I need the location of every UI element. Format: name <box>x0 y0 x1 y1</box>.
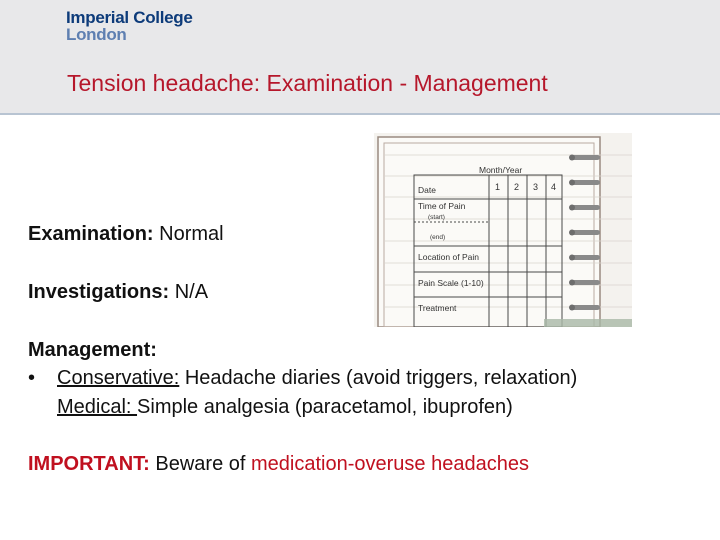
diary-day-2: 2 <box>514 182 520 192</box>
conservative-value: Headache diaries (avoid triggers, relaxation) <box>179 367 578 389</box>
examination-line <box>28 223 224 246</box>
conservative-label: Conservative: <box>57 367 180 389</box>
diary-month-year: Month/Year <box>479 165 523 175</box>
slide-title: Tension headache: Examination - Management <box>67 70 548 96</box>
important-highlight: medication-overuse headaches <box>251 453 529 475</box>
logo-line-1: Imperial College <box>66 8 193 27</box>
investigations-value: N/A <box>169 281 209 303</box>
diary-day-4: 4 <box>551 182 557 192</box>
important-line <box>28 453 529 476</box>
diary-row-pain-scale: Pain Scale (1-10) <box>418 278 484 288</box>
imperial-college-logo <box>66 9 193 43</box>
examination-label: Examination: <box>28 223 154 245</box>
important-mid: Beware of <box>149 453 252 475</box>
diary-row-location: Location of Pain <box>418 252 479 262</box>
diary-row-start: (start) <box>428 214 445 221</box>
diary-row-time: Time of Pain <box>418 201 466 211</box>
headache-diary-image <box>374 133 632 327</box>
medical-line <box>57 396 513 419</box>
diary-row-date: Date <box>418 185 436 195</box>
diary-day-1: 1 <box>495 182 501 192</box>
investigations-label: Investigations: <box>28 281 170 303</box>
diary-row-treatment: Treatment <box>418 303 457 313</box>
management-heading: Management: <box>28 339 157 361</box>
important-label: IMPORTANT: <box>28 453 150 475</box>
bullet-marker: • <box>28 367 36 389</box>
header-bar <box>0 0 720 115</box>
diary-day-3: 3 <box>533 182 539 192</box>
diary-row-end: (end) <box>430 234 446 241</box>
medical-label: Medical: <box>57 396 138 418</box>
medical-value: Simple analgesia (paracetamol, ibuprofen) <box>137 396 513 418</box>
investigations-line <box>28 281 208 304</box>
logo-line-2: London <box>66 25 127 44</box>
conservative-line <box>28 367 577 390</box>
examination-value: Normal <box>153 223 224 245</box>
